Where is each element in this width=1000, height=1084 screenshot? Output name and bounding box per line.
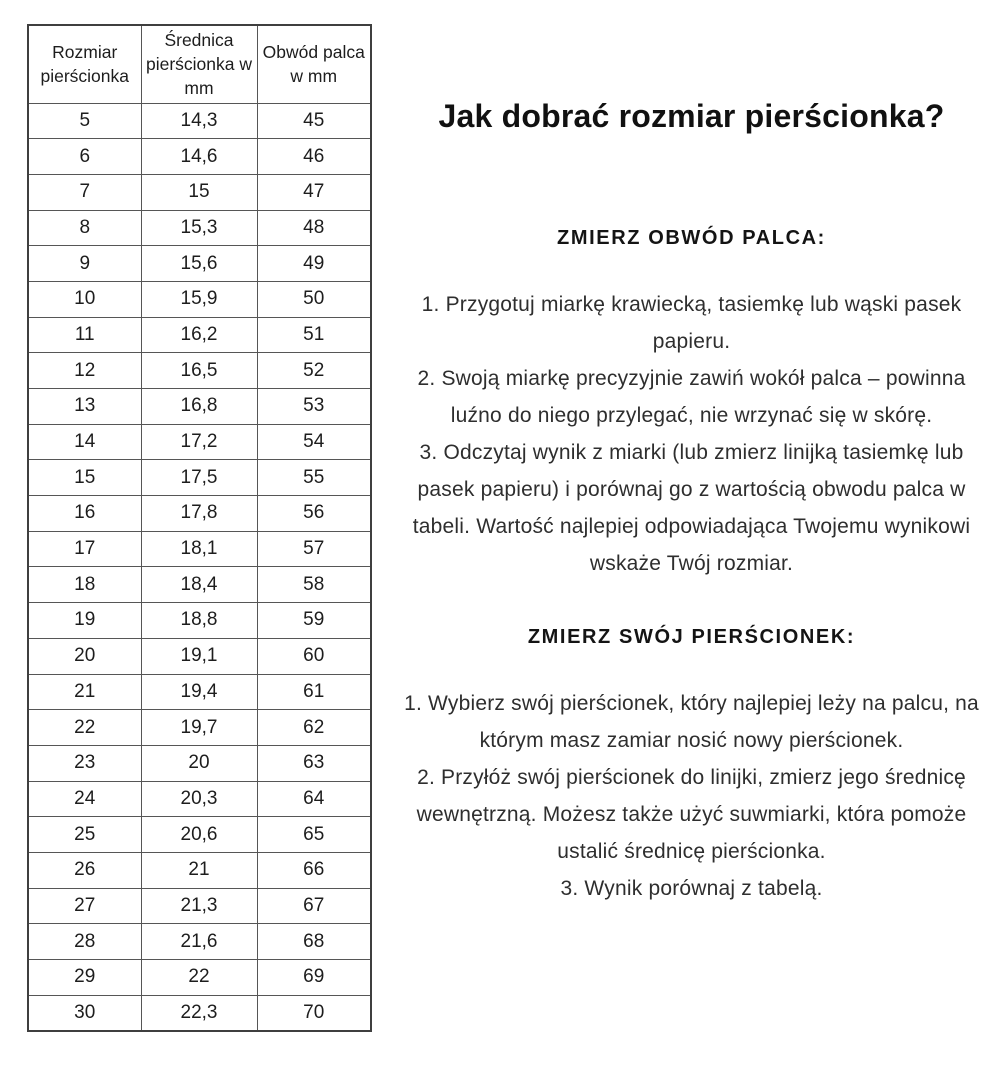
table-cell: 51 [257, 317, 371, 353]
table-row [28, 745, 371, 781]
table-row [28, 103, 371, 139]
table-cell: 58 [257, 567, 371, 603]
table-cell: 13 [28, 389, 141, 425]
table-cell: 5 [28, 103, 141, 139]
section-measure-ring-steps [393, 685, 990, 907]
step-text: 1. Przygotuj miarkę krawiecką, tasiemkę lub wąski pasek papieru. [421, 293, 962, 353]
table-cell: 52 [257, 353, 371, 389]
table-cell: 16 [28, 496, 141, 532]
table-row [28, 389, 371, 425]
table-cell: 22 [28, 710, 141, 746]
table-cell: 15 [28, 460, 141, 496]
table-cell: 61 [257, 674, 371, 710]
table-row [28, 603, 371, 639]
table-cell: 14,6 [141, 139, 257, 175]
step-text: 1. Wybierz swój pierścionek, który najlepiej leży na palcu, na którym masz zamiar nosić nowy pierścionek. [404, 692, 979, 752]
col-header-ring-size: Rozmiar pierścionka [28, 25, 141, 103]
table-cell: 16,2 [141, 317, 257, 353]
table-cell: 21,6 [141, 924, 257, 960]
table-cell: 7 [28, 174, 141, 210]
section-measure-ring [393, 626, 990, 907]
table-cell: 22 [141, 960, 257, 996]
table-cell: 18,4 [141, 567, 257, 603]
table-cell: 30 [28, 995, 141, 1031]
table-cell: 12 [28, 353, 141, 389]
table-cell: 24 [28, 781, 141, 817]
table-row [28, 281, 371, 317]
ring-size-table [27, 24, 372, 1032]
table-row [28, 817, 371, 853]
table-cell: 17,8 [141, 496, 257, 532]
section-measure-finger [393, 227, 990, 582]
table-cell: 53 [257, 389, 371, 425]
table-cell: 19,7 [141, 710, 257, 746]
table-cell: 17,2 [141, 424, 257, 460]
table-row [28, 567, 371, 603]
section-measure-ring-heading: ZMIERZ SWÓJ PIERŚCIONEK: [527, 626, 856, 648]
table-cell: 19 [28, 603, 141, 639]
table-cell: 15,3 [141, 210, 257, 246]
table-cell: 26 [28, 852, 141, 888]
table-row [28, 674, 371, 710]
table-cell: 57 [257, 531, 371, 567]
table-row [28, 531, 371, 567]
table-cell: 47 [257, 174, 371, 210]
table-row [28, 710, 371, 746]
table-cell: 49 [257, 246, 371, 282]
table-cell: 63 [257, 745, 371, 781]
table-cell: 59 [257, 603, 371, 639]
table-cell: 21 [141, 852, 257, 888]
table-cell: 18,1 [141, 531, 257, 567]
table-cell: 15,6 [141, 246, 257, 282]
step-text: 3. Odczytaj wynik z miarki (lub zmierz linijką tasiemkę lub pasek papieru) i porównaj go z wartością obwodu palca w tabeli. Wartość najlepiej odpowiadająca Twojemu wynikowi wskaże Twój rozmiar. [412, 441, 971, 575]
table-row [28, 139, 371, 175]
table-cell: 9 [28, 246, 141, 282]
table-cell: 56 [257, 496, 371, 532]
table-cell: 60 [257, 638, 371, 674]
table-row [28, 995, 371, 1031]
table-cell: 20 [28, 638, 141, 674]
table-row [28, 424, 371, 460]
table-row [28, 781, 371, 817]
section-measure-finger-heading: ZMIERZ OBWÓD PALCA: [557, 227, 826, 249]
table-cell: 27 [28, 888, 141, 924]
table-cell: 64 [257, 781, 371, 817]
table-cell: 15 [141, 174, 257, 210]
table-cell: 20,3 [141, 781, 257, 817]
table-cell: 20,6 [141, 817, 257, 853]
table-row [28, 460, 371, 496]
col-header-finger-circumference: Obwód palca w mm [257, 25, 371, 103]
table-cell: 69 [257, 960, 371, 996]
table-cell: 29 [28, 960, 141, 996]
section-measure-finger-steps [393, 286, 990, 582]
table-cell: 8 [28, 210, 141, 246]
table-cell: 54 [257, 424, 371, 460]
table-row [28, 246, 371, 282]
table-cell: 25 [28, 817, 141, 853]
table-cell: 70 [257, 995, 371, 1031]
guide-content [393, 98, 990, 907]
table-row [28, 317, 371, 353]
col-header-ring-diameter: Średnica pierścionka w mm [141, 25, 257, 103]
table-cell: 17 [28, 531, 141, 567]
table-row [28, 888, 371, 924]
table-cell: 19,4 [141, 674, 257, 710]
table-row [28, 638, 371, 674]
table-cell: 67 [257, 888, 371, 924]
table-cell: 62 [257, 710, 371, 746]
table-row [28, 924, 371, 960]
table-cell: 68 [257, 924, 371, 960]
table-cell: 48 [257, 210, 371, 246]
table-row [28, 496, 371, 532]
step-text: 2. Przyłóż swój pierścionek do linijki, zmierz jego średnicę wewnętrzną. Możesz także użyć suwmiarki, która pomoże ustalić średnicę pierścionka. [416, 766, 967, 863]
table-cell: 10 [28, 281, 141, 317]
table-cell: 20 [141, 745, 257, 781]
table-cell: 65 [257, 817, 371, 853]
table-cell: 23 [28, 745, 141, 781]
table-cell: 17,5 [141, 460, 257, 496]
table-cell: 11 [28, 317, 141, 353]
size-table-body [28, 103, 371, 1031]
table-cell: 18 [28, 567, 141, 603]
table-row [28, 353, 371, 389]
table-cell: 46 [257, 139, 371, 175]
table-cell: 14,3 [141, 103, 257, 139]
table-cell: 55 [257, 460, 371, 496]
step-text: 2. Swoją miarkę precyzyjnie zawiń wokół palca – powinna luźno do niego przylegać, nie wrzynać się w skórę. [417, 367, 966, 427]
page-title: Jak dobrać rozmiar pierścionka? [438, 98, 945, 134]
table-cell: 6 [28, 139, 141, 175]
table-cell: 21,3 [141, 888, 257, 924]
table-cell: 28 [28, 924, 141, 960]
table-cell: 15,9 [141, 281, 257, 317]
table-cell: 14 [28, 424, 141, 460]
table-cell: 21 [28, 674, 141, 710]
table-cell: 16,8 [141, 389, 257, 425]
step-text: 3. Wynik porównaj z tabelą. [560, 877, 823, 900]
table-cell: 50 [257, 281, 371, 317]
table-cell: 22,3 [141, 995, 257, 1031]
table-cell: 45 [257, 103, 371, 139]
table-cell: 18,8 [141, 603, 257, 639]
table-cell: 19,1 [141, 638, 257, 674]
table-row [28, 174, 371, 210]
table-cell: 16,5 [141, 353, 257, 389]
table-row [28, 960, 371, 996]
header-row [28, 25, 371, 103]
size-table-header [28, 25, 371, 103]
table-row [28, 852, 371, 888]
table-cell: 66 [257, 852, 371, 888]
table-row [28, 210, 371, 246]
